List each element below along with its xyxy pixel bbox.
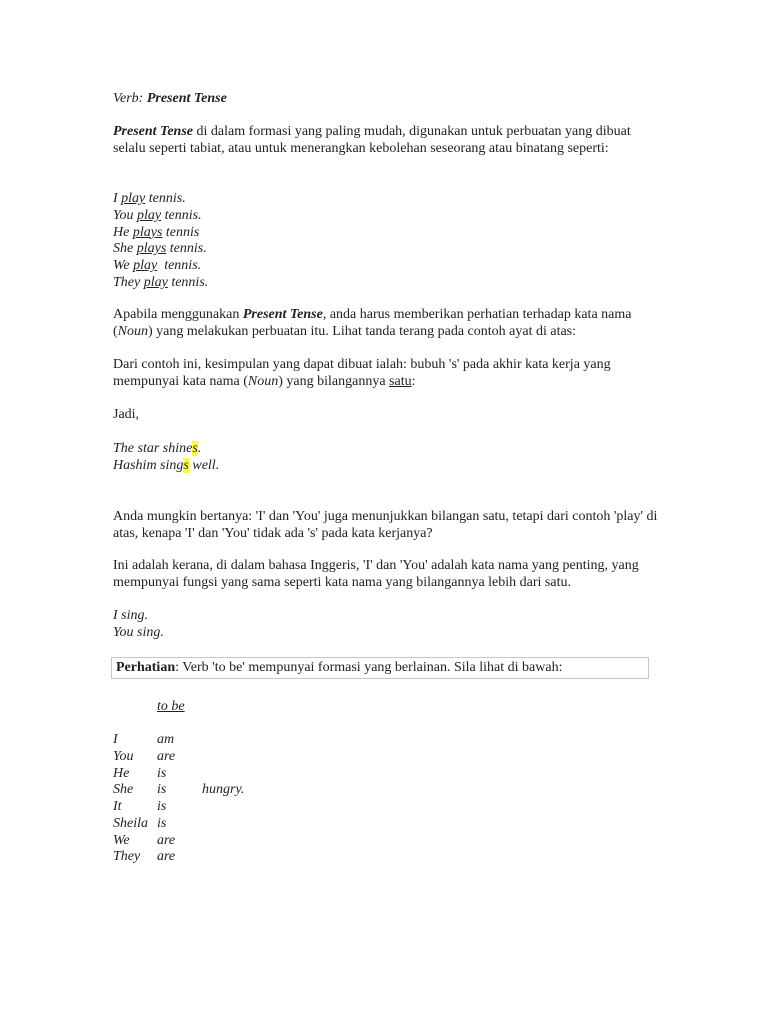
example-verb: play xyxy=(143,274,168,290)
note-label: Perhatian xyxy=(116,660,176,675)
note-text: : Verb 'to be' mempunyai formasi yang berlainan. Sila lihat di bawah: xyxy=(175,660,563,675)
page-heading xyxy=(113,91,227,108)
example-line xyxy=(113,275,208,292)
para3-text-b: ) yang bilangannya xyxy=(278,373,390,389)
heading-title: Present Tense xyxy=(146,91,227,106)
tobe-subject: We xyxy=(113,833,130,848)
tobe-subject: Sheila xyxy=(113,816,148,831)
tobe-verb: am xyxy=(157,732,175,747)
tobe-row xyxy=(113,782,413,799)
example-rest: tennis. xyxy=(157,258,202,274)
example-rest: tennis. xyxy=(161,207,202,223)
tobe-row xyxy=(113,766,413,783)
tobe-verb: are xyxy=(157,749,176,764)
tobe-subject: I xyxy=(113,732,118,747)
sample-pre: The star shine xyxy=(113,441,193,456)
sing-line: I sing. xyxy=(113,608,148,623)
tobe-row xyxy=(113,833,413,850)
para3-noun: Noun xyxy=(247,373,279,389)
heading-prefix: Verb: xyxy=(113,91,147,106)
note-box xyxy=(111,657,649,679)
example-line xyxy=(113,225,208,242)
para3-text-a: Dari contoh ini, kesimpulan yang dapat dibuat ialah: bubuh 's' pada akhir kata kerja yang mempunyai kata nama ( xyxy=(113,357,611,389)
para2-text-a: Apabila menggunakan xyxy=(113,307,243,322)
example-subject: We xyxy=(113,258,134,274)
example-subject: You xyxy=(113,207,138,223)
sample-pre: Hashim sing xyxy=(113,457,184,473)
sing-line: You sing. xyxy=(113,624,164,640)
example-line xyxy=(113,191,208,208)
tobe-subject: They xyxy=(113,849,141,864)
example-verb: play xyxy=(137,207,162,223)
paragraph-conclusion xyxy=(113,357,658,391)
tobe-subject: She xyxy=(113,782,134,797)
sample-line xyxy=(113,458,219,475)
tobe-row xyxy=(113,799,413,816)
example-subject: They xyxy=(113,274,144,290)
tobe-header: to be xyxy=(157,699,185,714)
jadi-text: Jadi, xyxy=(113,407,140,422)
para3-satu: satu xyxy=(389,373,412,389)
example-line xyxy=(113,258,208,275)
para2-noun: Noun xyxy=(117,323,149,339)
tobe-verb: are xyxy=(157,833,176,848)
example-rest: tennis. xyxy=(166,241,207,257)
tobe-verb: is xyxy=(157,799,167,814)
example-subject: I xyxy=(113,191,122,206)
tobe-verb: is xyxy=(157,816,167,831)
tobe-row xyxy=(113,749,413,766)
para3-text-c: : xyxy=(411,373,416,389)
example-verb: plays xyxy=(132,224,163,240)
example-subject: She xyxy=(113,241,137,257)
paragraph-question: Anda mungkin bertanya: 'I' dan 'You' juga menunjukkan bilangan satu, tetapi dari contoh 'play' di atas, kenapa 'I' dan 'You' tidak ada 's' pada kata kerjanya? xyxy=(113,509,658,541)
tobe-verb: are xyxy=(157,849,176,864)
para2-term: Present Tense xyxy=(242,307,323,322)
tobe-row xyxy=(113,732,413,749)
example-rest: tennis. xyxy=(167,274,209,290)
intro-text: di dalam formasi yang paling mudah, digunakan untuk perbuatan yang dibuat selalu seperti tabiat, atau untuk menerangkan kebolehan seseorang atau binatang seperti: xyxy=(113,124,631,156)
sample-post: . xyxy=(197,441,202,456)
example-verb: play xyxy=(121,191,146,206)
paragraph-explanation: Ini adalah kerana, di dalam bahasa Inggeris, 'I' dan 'You' adalah kata nama yang penting, yang mempunyai fungsi yang sama seperti kata nama yang bilangannya lebih dari satu. xyxy=(113,558,639,590)
intro-term: Present Tense xyxy=(113,124,193,139)
sample-highlight: s xyxy=(192,441,198,456)
example-rest: tennis xyxy=(162,224,200,240)
tobe-subject: You xyxy=(113,749,134,764)
example-subject: He xyxy=(113,224,133,240)
tobe-verb: is xyxy=(157,782,167,797)
tobe-subject: It xyxy=(113,799,122,814)
para2-text-b: , anda harus memberikan perhatian terhadap kata nama ( xyxy=(113,307,632,339)
sample-highlight: s xyxy=(183,457,189,473)
intro-paragraph xyxy=(113,124,658,158)
example-verb: play xyxy=(133,258,158,274)
example-list xyxy=(113,191,208,292)
sample-line xyxy=(113,441,219,458)
example-verb: plays xyxy=(136,241,167,257)
tobe-row xyxy=(113,849,413,866)
para2-text-c: ) yang melakukan perbuatan itu. Lihat tanda terang pada contoh ayat di atas: xyxy=(148,323,577,339)
tobe-subject: He xyxy=(113,766,130,781)
paragraph-noun-attention xyxy=(113,307,658,341)
tobe-complement: hungry. xyxy=(202,782,245,797)
example-line xyxy=(113,241,208,258)
example-rest: tennis. xyxy=(145,191,186,206)
sample-post: well. xyxy=(188,457,220,473)
tobe-verb: is xyxy=(157,766,167,781)
example-line xyxy=(113,208,208,225)
sample-sentences xyxy=(113,441,219,475)
tobe-row xyxy=(113,816,413,833)
sing-examples xyxy=(113,608,164,642)
